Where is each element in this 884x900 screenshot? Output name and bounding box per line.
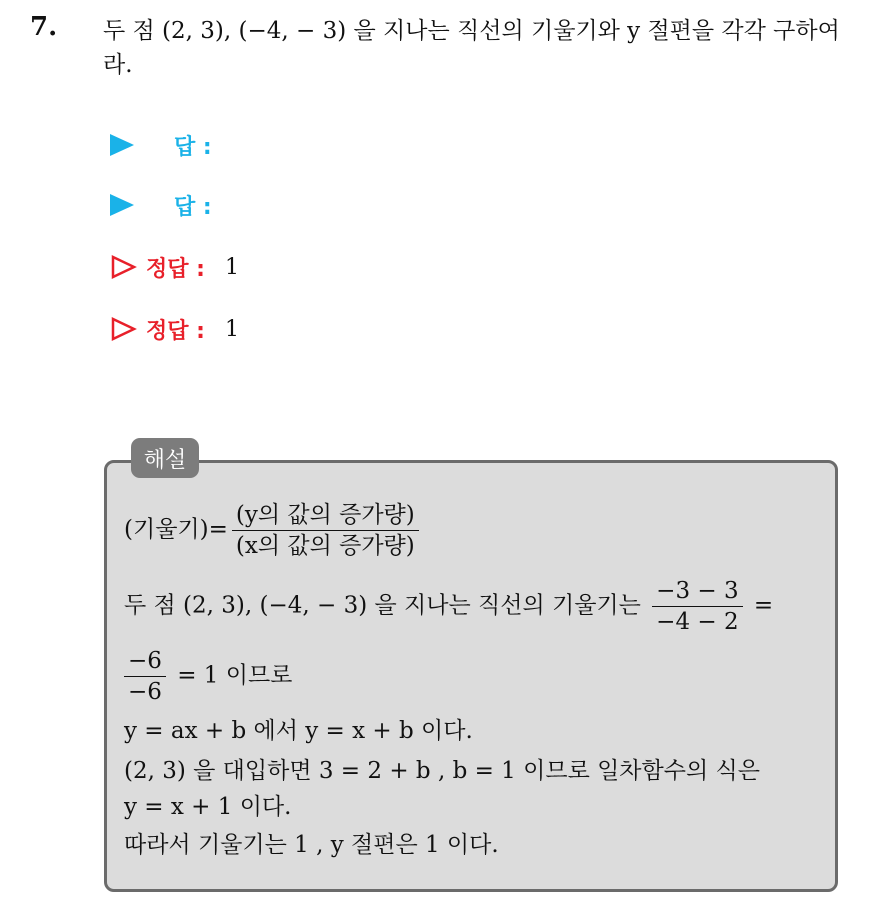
question-text: 두 점 (2, 3), (−4, − 3) 을 지나는 직선의 기울기와 y 절편을 각각 구하여라. — [103, 18, 840, 78]
question-number: 7. — [30, 12, 58, 42]
correct-answer-label: 정답 : — [146, 318, 205, 344]
solution-line-4: y = ax + b 에서 y = x + b 이다. — [124, 718, 473, 744]
fraction — [124, 646, 166, 707]
fraction-denominator: −6 — [128, 679, 162, 705]
answer-label: 답 : — [174, 194, 212, 220]
correct-answer-label: 정답 : — [146, 256, 205, 282]
fraction — [232, 500, 419, 561]
fraction-denominator: (x의 값의 증가량) — [235, 533, 415, 559]
answer-row-2[interactable] — [110, 188, 212, 222]
correct-answer-value: 1 — [224, 254, 239, 280]
outline-triangle-icon — [110, 254, 138, 280]
correct-answer-row-1 — [110, 250, 239, 284]
outline-triangle-icon — [110, 316, 138, 342]
solution-tab: 해설 — [131, 438, 199, 478]
fraction-numerator: −6 — [124, 646, 166, 677]
solution-line-5: (2, 3) 을 대입하면 3 = 2 + b , b = 1 이므로 일차함수의 식은 — [124, 758, 760, 784]
correct-answer-value: 1 — [224, 316, 239, 342]
fraction-numerator: −3 − 3 — [652, 576, 742, 607]
solution-line-6: y = x + 1 이다. — [124, 794, 292, 820]
fraction-denominator: −4 − 2 — [656, 609, 739, 635]
answer-row-1[interactable] — [110, 128, 212, 162]
correct-answer-row-2 — [110, 312, 239, 346]
solution-line-slope-result: $\frac{-6}{-6}$ = 1 이므로 — [124, 646, 292, 707]
play-triangle-icon — [110, 194, 134, 216]
fraction — [652, 576, 742, 637]
solution-line-slope-calc: 두 점 (2, 3), (−4, − 3) 을 지나는 직선의 기울기는 $\frac{-3 - 3}{-4 - 2}$ = — [124, 578, 774, 635]
play-triangle-icon — [110, 134, 134, 156]
solution-line-slope-definition: (기울기)= $\frac{\text{(y의 값의 증가량)}}{\text{(x의 값의 증가량)}}$ — [124, 500, 423, 561]
fraction-numerator: (y의 값의 증가량) — [232, 500, 419, 531]
answer-label: 답 : — [174, 134, 212, 160]
solution-line-7: 따라서 기울기는 1 , y 절편은 1 이다. — [124, 832, 499, 858]
